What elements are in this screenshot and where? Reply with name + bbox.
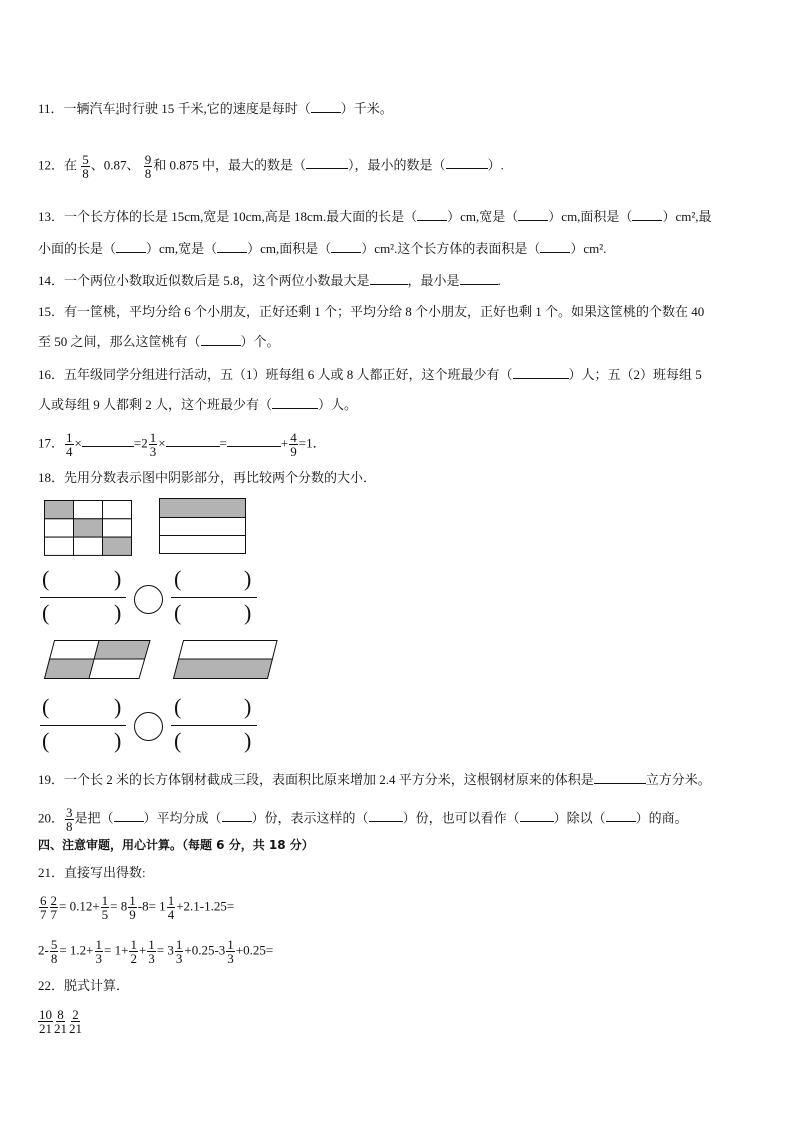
question-15-line-1: 15．有一筐桃，平均分给 6 个小朋友，正好还剩 1 个；平均分给 8 个小朋友，正好也剩 1 个。如果这筐桃的个数在 40 — [38, 304, 705, 319]
question-15-line-2: 至 50 之间，那么这筐桃有（ ）个。 — [38, 334, 280, 349]
fraction-line — [40, 725, 126, 726]
grid-cell — [45, 537, 74, 555]
question-13-line-1: 13．一个长方体的长是 15cm,宽是 10cm,高是 18cm.最大面的长是（ ）cm,宽是（ ）cm,面积是（ ）cm²,最 — [38, 209, 712, 224]
grid-cell — [74, 537, 103, 555]
paren-close: ) — [114, 566, 122, 591]
answer-blank[interactable] — [460, 272, 498, 285]
bar-figure-3rows — [159, 498, 247, 556]
answer-blank[interactable] — [518, 208, 548, 221]
parallelogram-figure-halves — [173, 638, 279, 682]
question-21-row-2: 2- $\frac{5}{8}$ = 1.2+ $\frac{1}{3}$ = 1+ $\frac{1}{2}$ + $\frac{1}{3}$ = 3 $\frac{1}{3}$ +0.25-3 $\frac{1}{3}$ +0.25= — [38, 937, 274, 966]
grid-cell-shaded — [103, 537, 132, 555]
answer-blank[interactable] — [594, 771, 646, 784]
question-11: 11．一辆汽车 1 4 时行驶 15 千米,它的速度是每时（ ）千米。 — [38, 101, 393, 118]
fraction-line — [40, 597, 126, 598]
grid-cell-shaded — [45, 501, 74, 519]
question-18-text: 18．先用分数表示图中阴影部分，再比较两个分数的大小． — [38, 470, 377, 485]
fraction: $\frac{4}{9}$ — [290, 430, 297, 459]
answer-blank[interactable] — [166, 434, 220, 447]
fraction: $\frac{1}{3}$ — [149, 430, 157, 459]
answer-blank[interactable] — [370, 272, 408, 285]
answer-blank[interactable] — [201, 333, 241, 346]
question-22-title: 22．脱式计算． — [38, 978, 130, 993]
answer-blank[interactable] — [222, 809, 252, 822]
paren-close: ) — [244, 600, 252, 625]
question-17: 17． $\frac{1}{4}$ × =2 $\frac{1}{3}$ × = + $\frac{4}{9}$ =1． — [38, 430, 326, 459]
grid-cells — [45, 501, 132, 556]
answer-blank[interactable] — [513, 366, 569, 379]
answer-blank[interactable] — [632, 208, 662, 221]
bar-row-shaded — [160, 499, 246, 518]
answer-blank[interactable] — [311, 100, 341, 113]
paren-close: ) — [244, 566, 252, 591]
grid-cell-shaded — [74, 519, 103, 537]
question-16-line-2: 人或每组 9 人都剩 2 人，这个班最少有（ ）人。 — [38, 397, 358, 412]
paren-open: ( — [174, 728, 182, 753]
parallelogram-figure-quarters — [44, 638, 154, 682]
grid-cell — [74, 501, 103, 519]
answer-blank[interactable] — [417, 208, 447, 221]
answer-blank[interactable] — [272, 396, 318, 409]
answer-blank[interactable] — [446, 156, 488, 169]
fraction-line — [171, 597, 257, 598]
fraction: $\frac{3}{8}$ — [66, 805, 73, 834]
grid-cell — [103, 501, 132, 519]
answer-blank[interactable] — [606, 809, 636, 822]
grid-figure-3x3 — [44, 500, 132, 556]
paren-open: ( — [42, 728, 50, 753]
parallelogram-piece-shaded — [94, 641, 150, 660]
paren-open: ( — [42, 694, 50, 719]
parallelogram-piece-shaded — [45, 659, 95, 679]
question-21-title: 21．直接写出得数: — [38, 865, 146, 880]
answer-blank[interactable] — [114, 809, 144, 822]
parallelogram-piece-shaded — [174, 659, 274, 679]
bar-row — [160, 518, 246, 536]
paren-close: ) — [114, 600, 122, 625]
question-21-row-1: $\frac{6}{7}$ $\frac{2}{7}$ = 0.12+ $\frac{1}{5}$ = 8 $\frac{1}{9}$ -8= 1 $\frac{1}{4}$ +2.1-1.25= — [40, 893, 235, 922]
paren-close: ) — [114, 728, 122, 753]
answer-blank[interactable] — [331, 240, 361, 253]
fraction-line — [171, 725, 257, 726]
question-16-line-1: 16．五年级同学分组进行活动，五（1）班每组 6 人或 8 人都正好，这个班最少有（ ）人；五（2）班每组 5 — [38, 367, 702, 382]
answer-blank[interactable] — [116, 240, 146, 253]
answer-blank[interactable] — [369, 809, 403, 822]
paren-open: ( — [174, 694, 182, 719]
grid-cell — [45, 519, 74, 537]
answer-blank[interactable] — [82, 434, 134, 447]
section-4-title: 四、注意审题，用心计算。（每题 6 分，共 18 分） — [38, 838, 314, 852]
paren-open: ( — [174, 566, 182, 591]
question-13-line-2: 小面的长是（ ）cm,宽是（ ）cm,面积是（ ）cm².这个长方体的表面积是（ ）cm². — [38, 241, 607, 256]
answer-blank[interactable] — [540, 240, 570, 253]
tiny-fraction: 1 4 — [115, 102, 120, 118]
question-12: 12．在 $\frac{5}{8}$ 、0.87、 $\frac{9}{8}$ 和 0.875 中，最大的数是（ ），最小的数是（ ）. — [38, 152, 504, 181]
paren-open: ( — [42, 566, 50, 591]
question-19: 19．一个长 2 米的长方体钢材截成三段，表面积比原来增加 2.4 平方分米，这根钢材原来的体积是 立方分米。 — [38, 772, 711, 787]
paren-close: ) — [114, 694, 122, 719]
paren-close: ) — [244, 694, 252, 719]
question-22-expression: $\frac{10}{21}$ $\frac{8}{21}$ $\frac{2}{21}$ — [39, 1007, 82, 1036]
fraction: $\frac{1}{4}$ — [66, 430, 73, 459]
bar-row — [160, 536, 246, 554]
answer-blank[interactable] — [520, 809, 554, 822]
answer-blank[interactable] — [217, 240, 247, 253]
paren-close: ) — [244, 728, 252, 753]
compare-circle[interactable] — [134, 712, 163, 741]
answer-blank[interactable] — [227, 434, 281, 447]
grid-cell — [103, 519, 132, 537]
paren-open: ( — [42, 600, 50, 625]
compare-circle[interactable] — [134, 585, 163, 614]
fraction: $\frac{9}{8}$ — [144, 152, 152, 181]
paren-open: ( — [174, 600, 182, 625]
answer-blank[interactable] — [306, 156, 348, 169]
question-14: 14．一个两位小数取近似数后是 5.8，这个两位小数最大是 ，最小是 . — [38, 273, 501, 288]
fraction: $\frac{5}{8}$ — [82, 152, 89, 181]
question-20: 20． $\frac{3}{8}$ 是把（ ）平均分成（ ）份，表示这样的（ ）份，也可以看作（ ）除以（ ）的商。 — [38, 805, 688, 834]
